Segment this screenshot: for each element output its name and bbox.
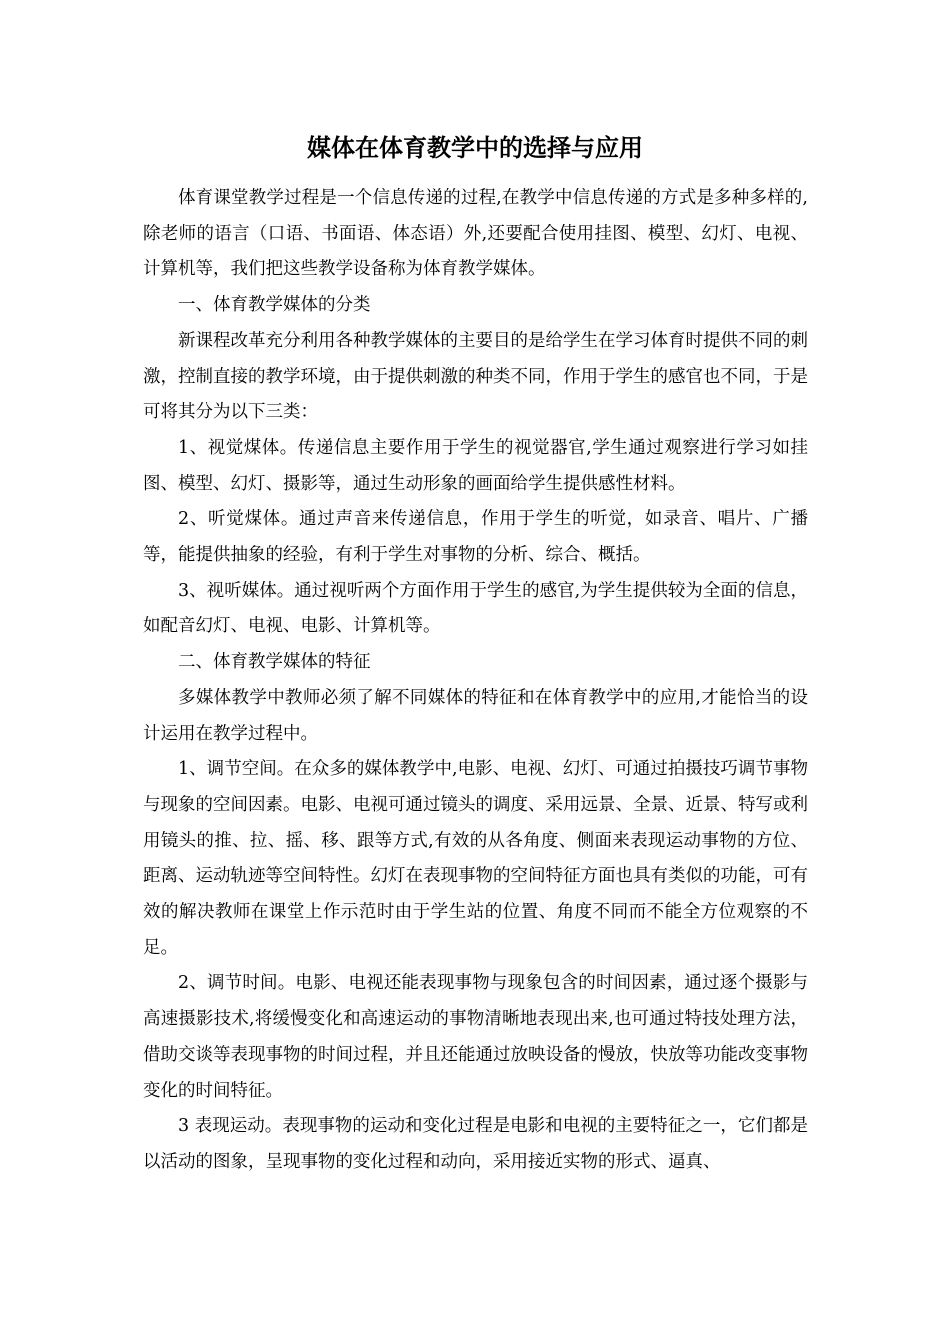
paragraph-audio-media: 2、听觉煤体。通过声音来传递信息，作用于学生的听觉，如录音、唱片、广播等，能提供抽象的经验，有利于学生对事物的分析、综合、概括。 bbox=[143, 509, 808, 566]
section-heading-features: 二、体育教学媒体的特征 bbox=[178, 652, 371, 673]
paragraph-classification: 新课程改革充分利用各种教学媒体的主要目的是给学生在学习体育时提供不同的刺激，控制直接的教学环境，由于提供刺激的种类不同，作用于学生的感官也不同，于是可将其分为以下三类： bbox=[143, 330, 808, 423]
paragraph-adjust-time: 2、调节时间。电影、电视还能表现事物与现象包含的时间因素，通过逐个摄影与高速摄影技术,将缓慢变化和高速运动的事物清晰地表现出来,也可通过特技处理方法，借助交谈等表现事物的时间过程，并且还能通过放映设备的慢放，快放等功能改变事物变化的时间特征。 bbox=[143, 973, 808, 1101]
section-heading-classification: 一、体育教学媒体的分类 bbox=[178, 295, 371, 316]
paragraph-features-intro: 多媒体教学中教师必须了解不同媒体的特征和在体育教学中的应用,才能恰当的设计运用在教学过程中。 bbox=[143, 687, 808, 744]
paragraph-adjust-space: 1、调节空间。在众多的媒体教学中,电影、电视、幻灯、可通过拍摄技巧调节事物与现象的空间因素。电影、电视可通过镜头的调度、采用远景、全景、近景、特写或利用镜头的推、拉、摇、移、跟等方式,有效的从各角度、侧面来表现运动事物的方位、距离、运动轨迹等空间特性。幻灯在表现事物的空间特征方面也具有类似的功能，可有效的解决教师在课堂上作示范时由于学生站的位置、角度不同而不能全方位观察的不足。 bbox=[143, 759, 808, 958]
document-body bbox=[143, 181, 808, 1181]
document-title: 媒体在体育教学中的选择与应用 bbox=[307, 134, 643, 162]
paragraph-intro: 体育课堂教学过程是一个信息传递的过程,在教学中信息传递的方式是多种多样的,除老师的语言（口语、书面语、体态语）外,还要配合使用挂图、模型、幻灯、电视、计算机等，我们把这些教学设备称为体育教学媒体。 bbox=[143, 188, 808, 280]
paragraph-show-motion: 3 表现运动。表现事物的运动和变化过程是电影和电视的主要特征之一，它们都是以活动的图象，呈现事物的变化过程和动向，采用接近实物的形式、逼真、 bbox=[143, 1116, 808, 1172]
paragraph-visual-media: 1、视觉煤体。传递信息主要作用于学生的视觉器官,学生通过观察进行学习如挂图、模型、幻灯、摄影等，通过生动形象的画面给学生提供感性材料。 bbox=[143, 437, 808, 494]
paragraph-audiovisual-media: 3、视听媒体。通过视听两个方面作用于学生的感官,为学生提供较为全面的信息，如配音幻灯、电视、电影、计算机等。 bbox=[143, 580, 808, 637]
